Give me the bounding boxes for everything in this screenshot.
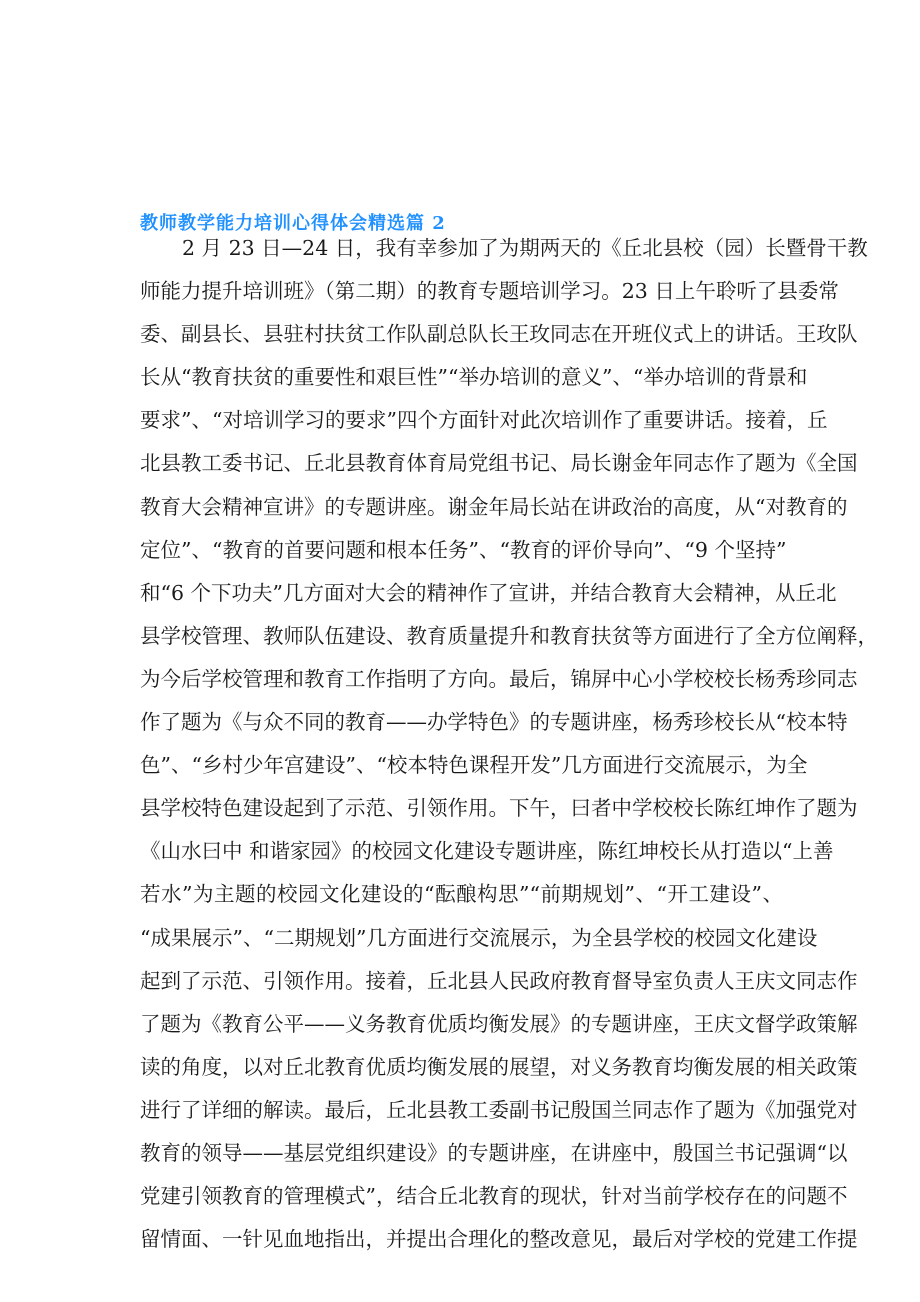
paragraph-line: 2 月 23 日—24 日，我有幸参加了为期两天的《丘北县校（园）长暨骨干教: [182, 236, 868, 260]
paragraph-line: 县学校管理、教师队伍建设、教育质量提升和教育扶贫等方面进行了全方位阐释，: [140, 623, 878, 648]
paragraph-line: 若水”为主题的校园文化建设的“酝酿构思”“前期规划”、“开工建设”、: [140, 882, 783, 907]
document-body: [140, 233, 878, 1267]
paragraph-line: 进行了详细的解读。最后，丘北县教工委副书记殷国兰同志作了题为《加强党对: [140, 1097, 858, 1122]
paragraph-line: 了题为《教育公平——义务教育优质均衡发展》的专题讲座，王庆文督学政策解: [140, 1011, 858, 1036]
paragraph-line: “成果展示”、“二期规划”几方面进行交流展示，为全县学校的校园文化建设: [140, 925, 818, 950]
paragraph-line: 长从“教育扶贫的重要性和艰巨性”“举办培训的意义”、“举办培训的背景和: [140, 365, 808, 390]
paragraph-line: 党建引领教育的管理模式”，结合丘北教育的现状，针对当前学校存在的问题不: [140, 1184, 848, 1209]
paragraph-line: 《山水曰中 和谐家园》的校园文化建设专题讲座，陈红坤校长从打造以“上善: [140, 839, 834, 864]
paragraph-line: 为今后学校管理和教育工作指明了方向。最后，锦屏中心小学校校长杨秀珍同志: [140, 666, 858, 691]
paragraph-line: 定位”、“教育的首要问题和根本任务”、“教育的评价导向”、“9 个坚持”: [140, 537, 787, 562]
paragraph-line: 要求”、“对培训学习的要求”四个方面针对此次培训作了重要讲话。接着，丘: [140, 408, 828, 433]
paragraph-line: 留情面、一针见血地指出，并提出合理化的整改意见，最后对学校的党建工作提: [140, 1227, 858, 1252]
paragraph-line: 委、副县长、县驻村扶贫工作队副总队长王玫同志在开班仪式上的讲话。王玫队: [140, 322, 858, 347]
paragraph-line: 教育的领导——基层党组织建设》的专题讲座，在讲座中，殷国兰书记强调“以: [140, 1140, 848, 1165]
paragraph-line: 和“6 个下功夫”几方面对大会的精神作了宣讲，并结合教育大会精神，从丘北: [140, 580, 837, 605]
paragraph-line: 色”、“乡村少年宫建设”、“校本特色课程开发”几方面进行交流展示，为全: [140, 753, 808, 778]
paragraph-line: 教育大会精神宣讲》的专题讲座。谢金年局长站在讲政治的高度，从“对教育的: [140, 494, 848, 519]
paragraph-line: 读的角度，以对丘北教育优质均衡发展的展望，对义务教育均衡发展的相关政策: [140, 1054, 858, 1079]
paragraph-line: 师能力提升培训班》（第二期）的教育专题培训学习。23 日上午聆听了县委常: [140, 279, 839, 304]
paragraph-line: 北县教工委书记、丘北县教育体育局党组书记、局长谢金年同志作了题为《全国: [140, 451, 858, 476]
document-title: 教师教学能力培训心得体会精选篇 2: [140, 213, 446, 234]
paragraph-line: 作了题为《与众不同的教育——办学特色》的专题讲座，杨秀珍校长从“校本特: [140, 710, 848, 735]
paragraph-line: 县学校特色建设起到了示范、引领作用。下午，曰者中学校校长陈红坤作了题为: [140, 796, 858, 821]
paragraph-line: 起到了示范、引领作用。接着，丘北县人民政府教育督导室负责人王庆文同志作: [140, 968, 858, 993]
